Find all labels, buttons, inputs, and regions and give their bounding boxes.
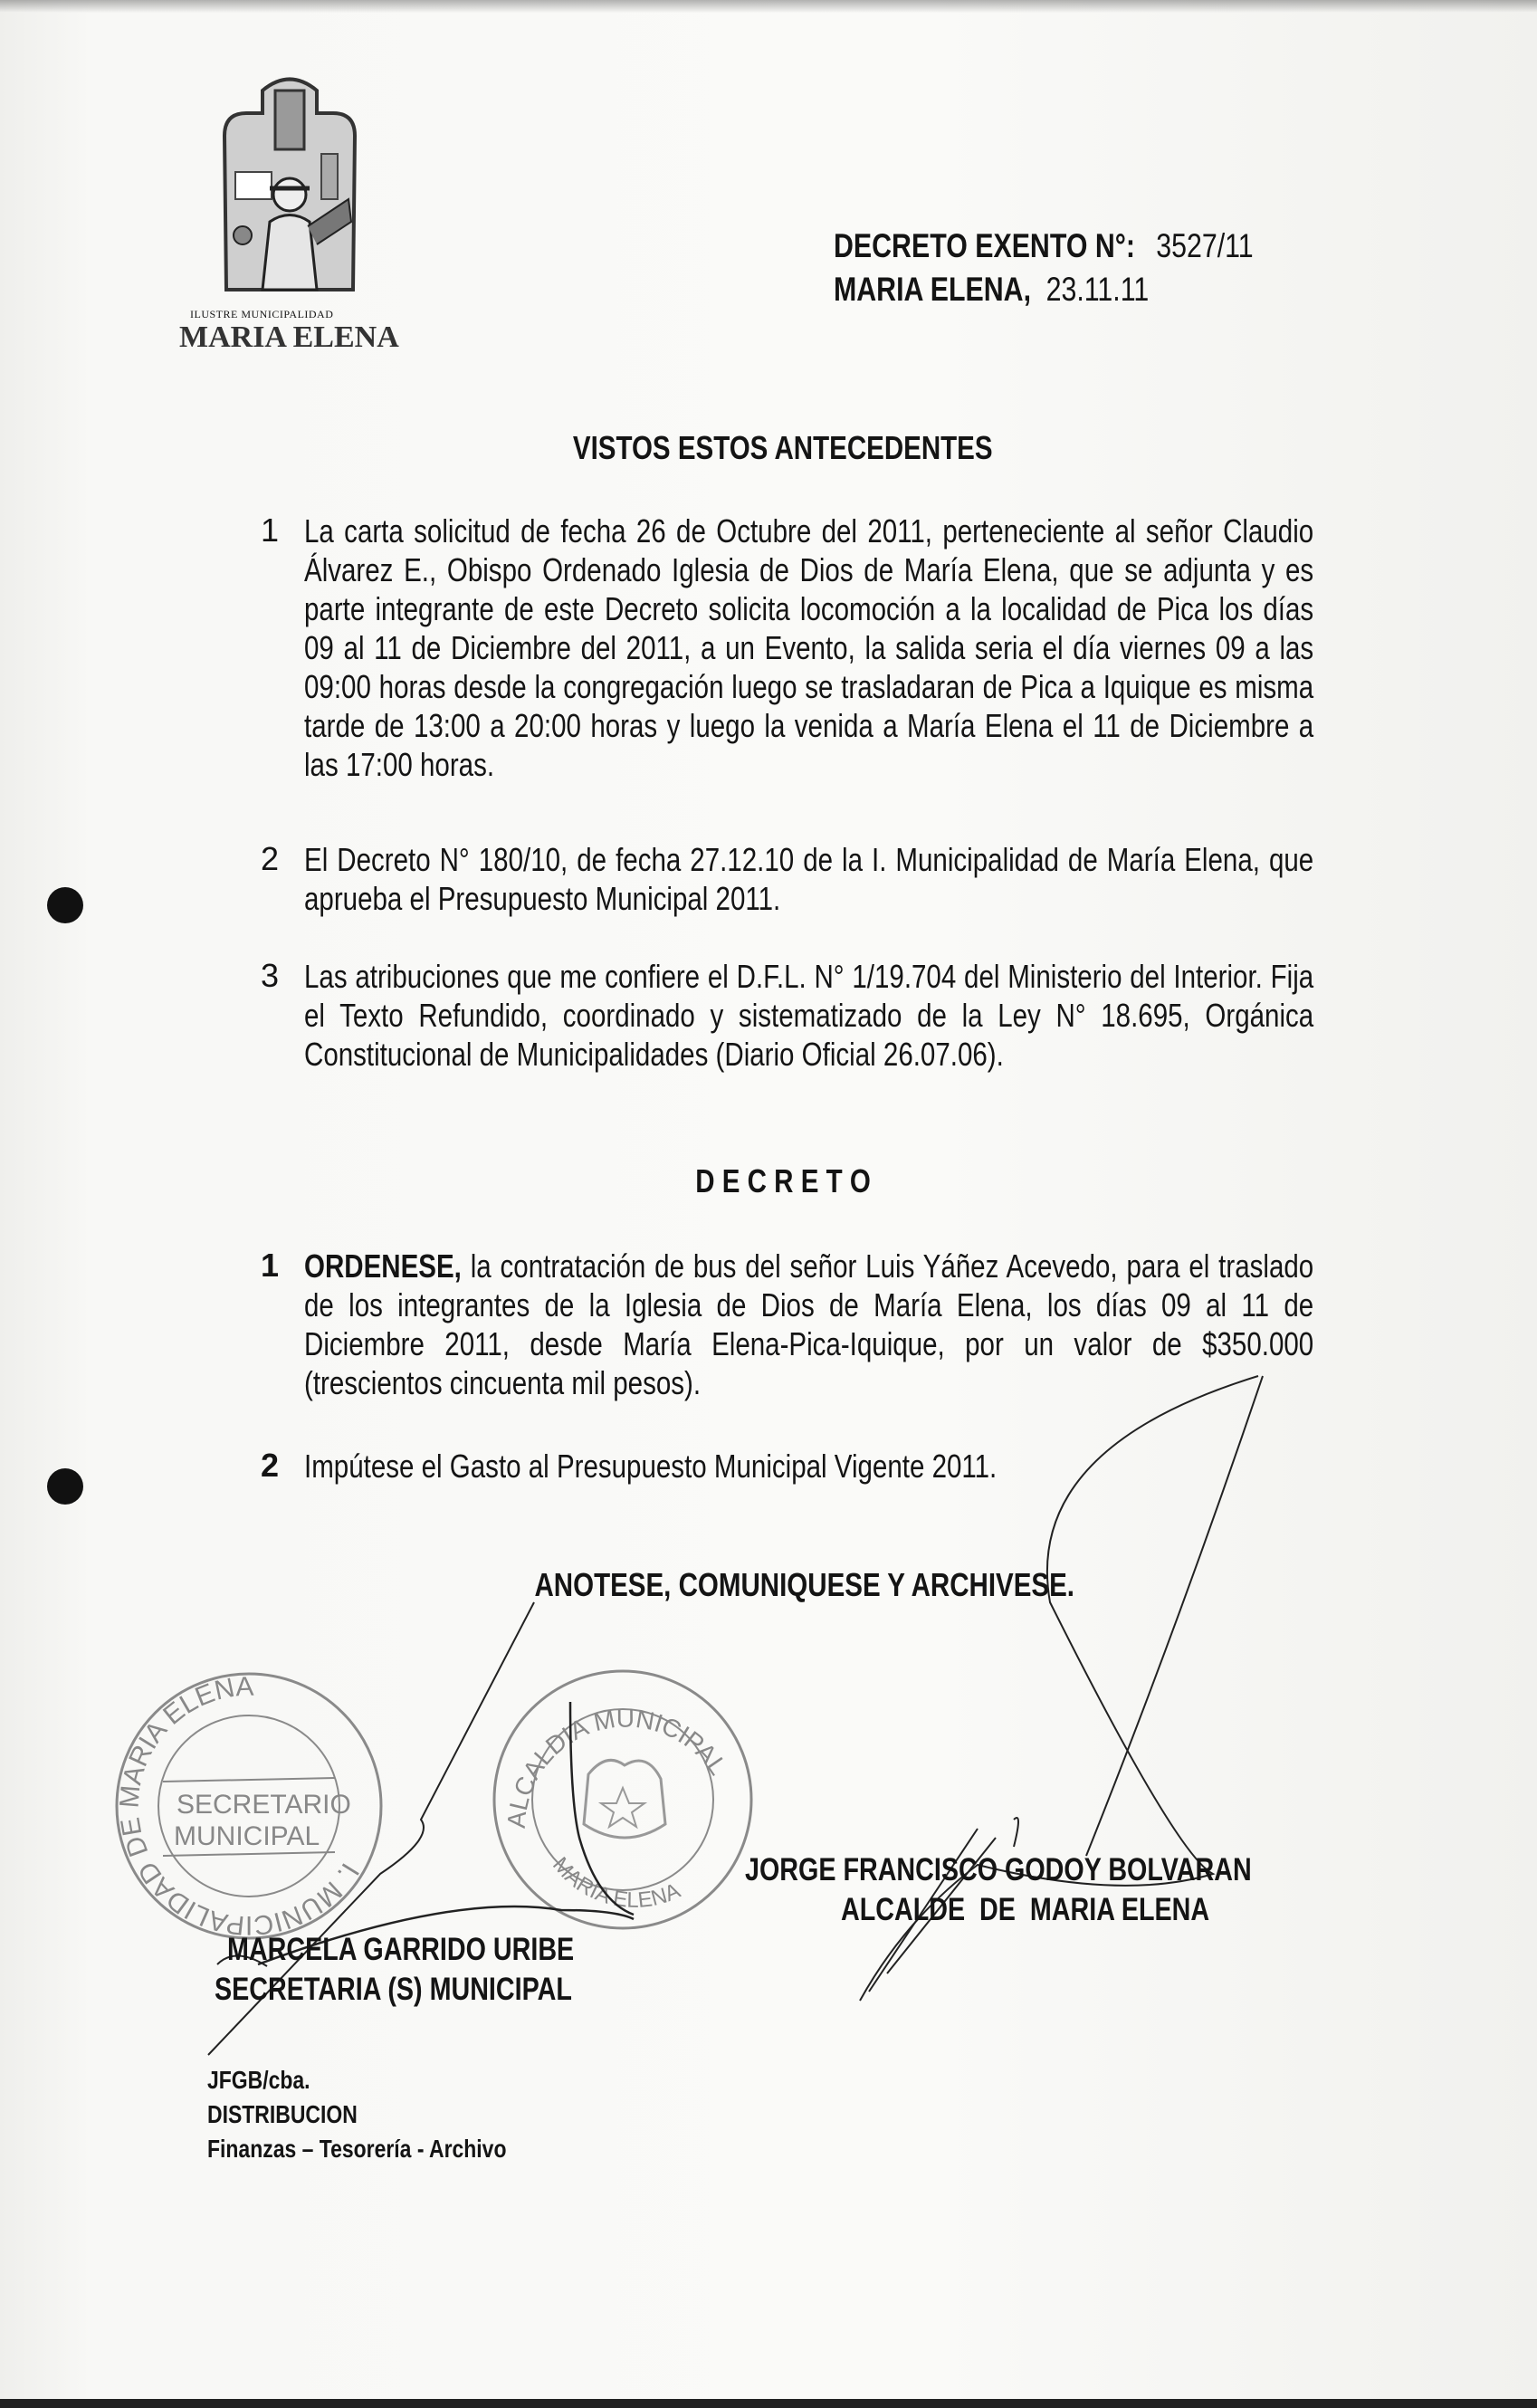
decree-label: DECRETO EXENTO N°: [834,227,1136,264]
item-text: La carta solicitud de fecha 26 de Octubre del 2011, perteneciente al señor Claudio Álvarez E., Obispo Ordenado Iglesia de Dios de María Elena, que se adjunta y es parte integrante de este Decreto solicita locomoción a la localidad de Pica los días 09 al 11 de Diciembre del 2011, a un Evento, la salida seria el día viernes 09 a las 09:00 horas desde la congregación luego se trasladaran de Pica a Iquique es misma tarde de 13:00 a 20:00 horas y luego la venida a María Elena el 11 de Diciembre a las 17:00 horas. [304,512,1314,783]
mayor-name: JORGE FRANCISCO GODOY BOLVARAN [745,1852,1252,1887]
logo-subtitle: ILUSTRE MUNICIPALIDAD [190,308,334,320]
stamp-line-2: MUNICIPAL [174,1821,320,1851]
item-number: 3 [261,957,280,994]
distribution-label: DISTRIBUCION [207,2100,358,2128]
logo-name: MARIA ELENA [179,320,399,354]
item-lead: ORDENESE, [304,1247,462,1285]
initials: JFGB/cba. [207,2066,310,2094]
item-number: 1 [261,511,280,549]
item-number: 1 [261,1247,280,1284]
decree-number: 3527/11 [1156,227,1254,264]
mayor-title: ALCALDE DE MARIA ELENA [841,1892,1210,1927]
secretary-name: MARCELA GARRIDO URIBE [227,1932,575,1967]
item-number: 2 [261,840,280,877]
stamp-line-1: SECRETARIO [177,1790,351,1820]
item-text: El Decreto N° 180/10, de fecha 27.12.10 de la I. Municipalidad de María Elena, que aprueba el Presupuesto Municipal 2011. [304,841,1314,917]
decree-date: 23.11.11 [1045,271,1150,308]
decreto-heading: D E C R E T O [695,1162,871,1199]
item-text: Las atribuciones que me confiere el D.F.L. N° 1/19.704 del Ministerio del Interior. Fija el Texto Refundido, coordinado y sistematizado de la Ley N° 18.695, Orgánica Constitucional de Municipalidades (Diario Oficial 26.07.06). [304,958,1314,1073]
item-body: la contratación de bus del señor Luis Yáñez Acevedo, para el traslado de los integrantes de la Iglesia de Dios de María Elena, los días 09 al 11 de Diciembre 2011, desde María Elena-Pica-Iquique, por un valor de $350.000 (trescientos cincuenta mil pesos). [304,1247,1314,1401]
distribution-list: Finanzas – Tesorería - Archivo [207,2135,507,2163]
closing-formula: ANOTESE, COMUNIQUESE Y ARCHIVESE. [534,1566,1075,1603]
stamp-ring-text: ALCALDIA MUNICIPAL [501,1704,733,1830]
secretary-title: SECRETARIA (S) MUNICIPAL [215,1972,572,2007]
stamp-ring-text: I. MUNICIPALIDAD DE MARIA ELENA [114,1671,365,1941]
vistos-heading: VISTOS ESTOS ANTECEDENTES [573,429,993,466]
item-text: Impútese el Gasto al Presupuesto Municipal Vigente 2011. [304,1448,998,1485]
item-number: 2 [261,1447,280,1484]
stamp-ring-text: MARIA ELENA [548,1852,684,1913]
place-label: MARIA ELENA, [834,271,1032,308]
